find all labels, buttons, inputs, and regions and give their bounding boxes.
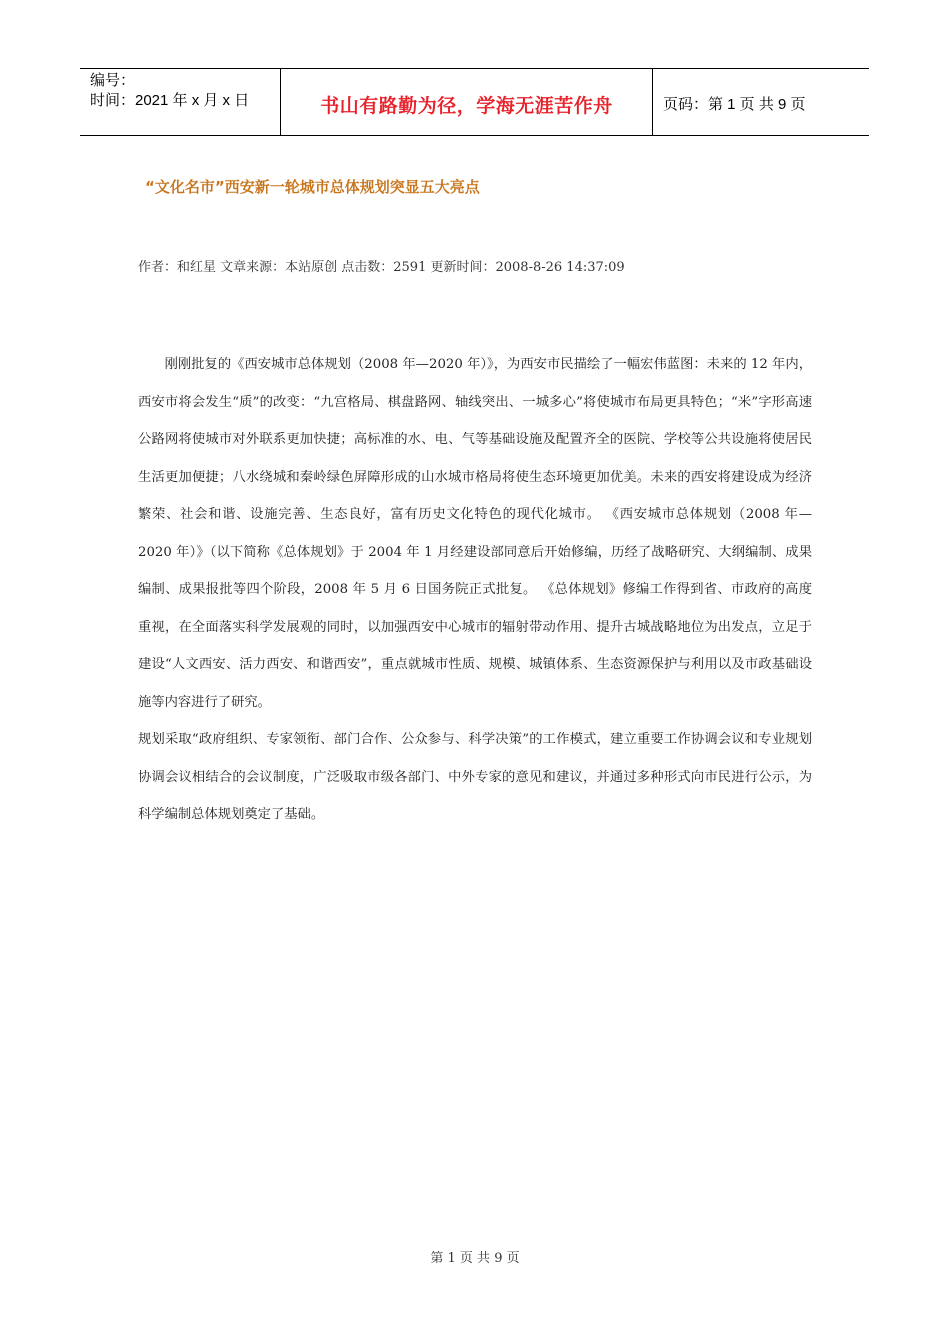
page-footer: 第 1 页 共 9 页 [430, 1251, 520, 1266]
motto-text: 书山有路勤为径，学海无涯苦作舟 [320, 94, 613, 117]
header-motto-cell [281, 69, 653, 135]
article-title: “文化名市”西安新一轮城市总体规划突显五大亮点 [145, 178, 480, 196]
article-paragraph: 刚刚批复的《西安城市总体规划（2008 年—2020 年）》，为西安市民描绘了一幅宏伟蓝图：未来的 12 年内，西安市将会发生“质”的改变：“九宫格局、棋盘路网、轴线突出、一城多心”将使城市布局更具特色；“米”字形高速公路网将使城市对外联系更加快捷；高标准的水、电、气等基础设施及配置齐全的医院、学校等公共设施将使居民生活更加便捷；八水绕城和秦岭绿色屏障形成的山水城市格局将使生态环境更加优美。未来的西安将建设成为经济繁荣、社会和谐、设施完善、生态良好，富有历史文化特色的现代化城市。 《西安城市总体规划（2008 年—2020 年）》（以下简称《总体规划》于 2004 年 1 月经建设部同意后开始修编，历经了战略研究、大纲编制、成果编制、成果报批等四个阶段，2008 年 5 月 6 日国务院正式批复。 《总体规划》修编工作得到省、市政府的高度重视，在全面落实科学发展观的同时，以加强西安中心城市的辐射带动作用、提升古城战略地位为出发点，立足于建设“人文西安、活力西安、和谐西安”，重点就城市性质、规模、城镇体系、生态资源保护与利用以及市政基础设施等内容进行了研究。 [138, 357, 812, 710]
article-meta: 作者：和红星 文章来源：本站原创 点击数：2591 更新时间：2008-8-26 14:37:09 [138, 260, 625, 275]
number-label: 编号： [90, 72, 136, 89]
header-info-cell [80, 69, 281, 135]
document-header [80, 68, 869, 136]
time-label: 时间：2021 年 x 月 x 日 [90, 92, 250, 109]
article-body [138, 346, 812, 834]
article-paragraph: 规划采取“政府组织、专家领衔、部门合作、公众参与、科学决策”的工作模式，建立重要工作协调会议和专业规划协调会议相结合的会议制度，广泛吸取市级各部门、中外专家的意见和建议，并通过多种形式向市民进行公示，为科学编制总体规划奠定了基础。 [138, 732, 812, 822]
header-page-info: 页码：第 1 页 共 9 页 [663, 95, 806, 113]
header-page-cell [653, 69, 869, 135]
